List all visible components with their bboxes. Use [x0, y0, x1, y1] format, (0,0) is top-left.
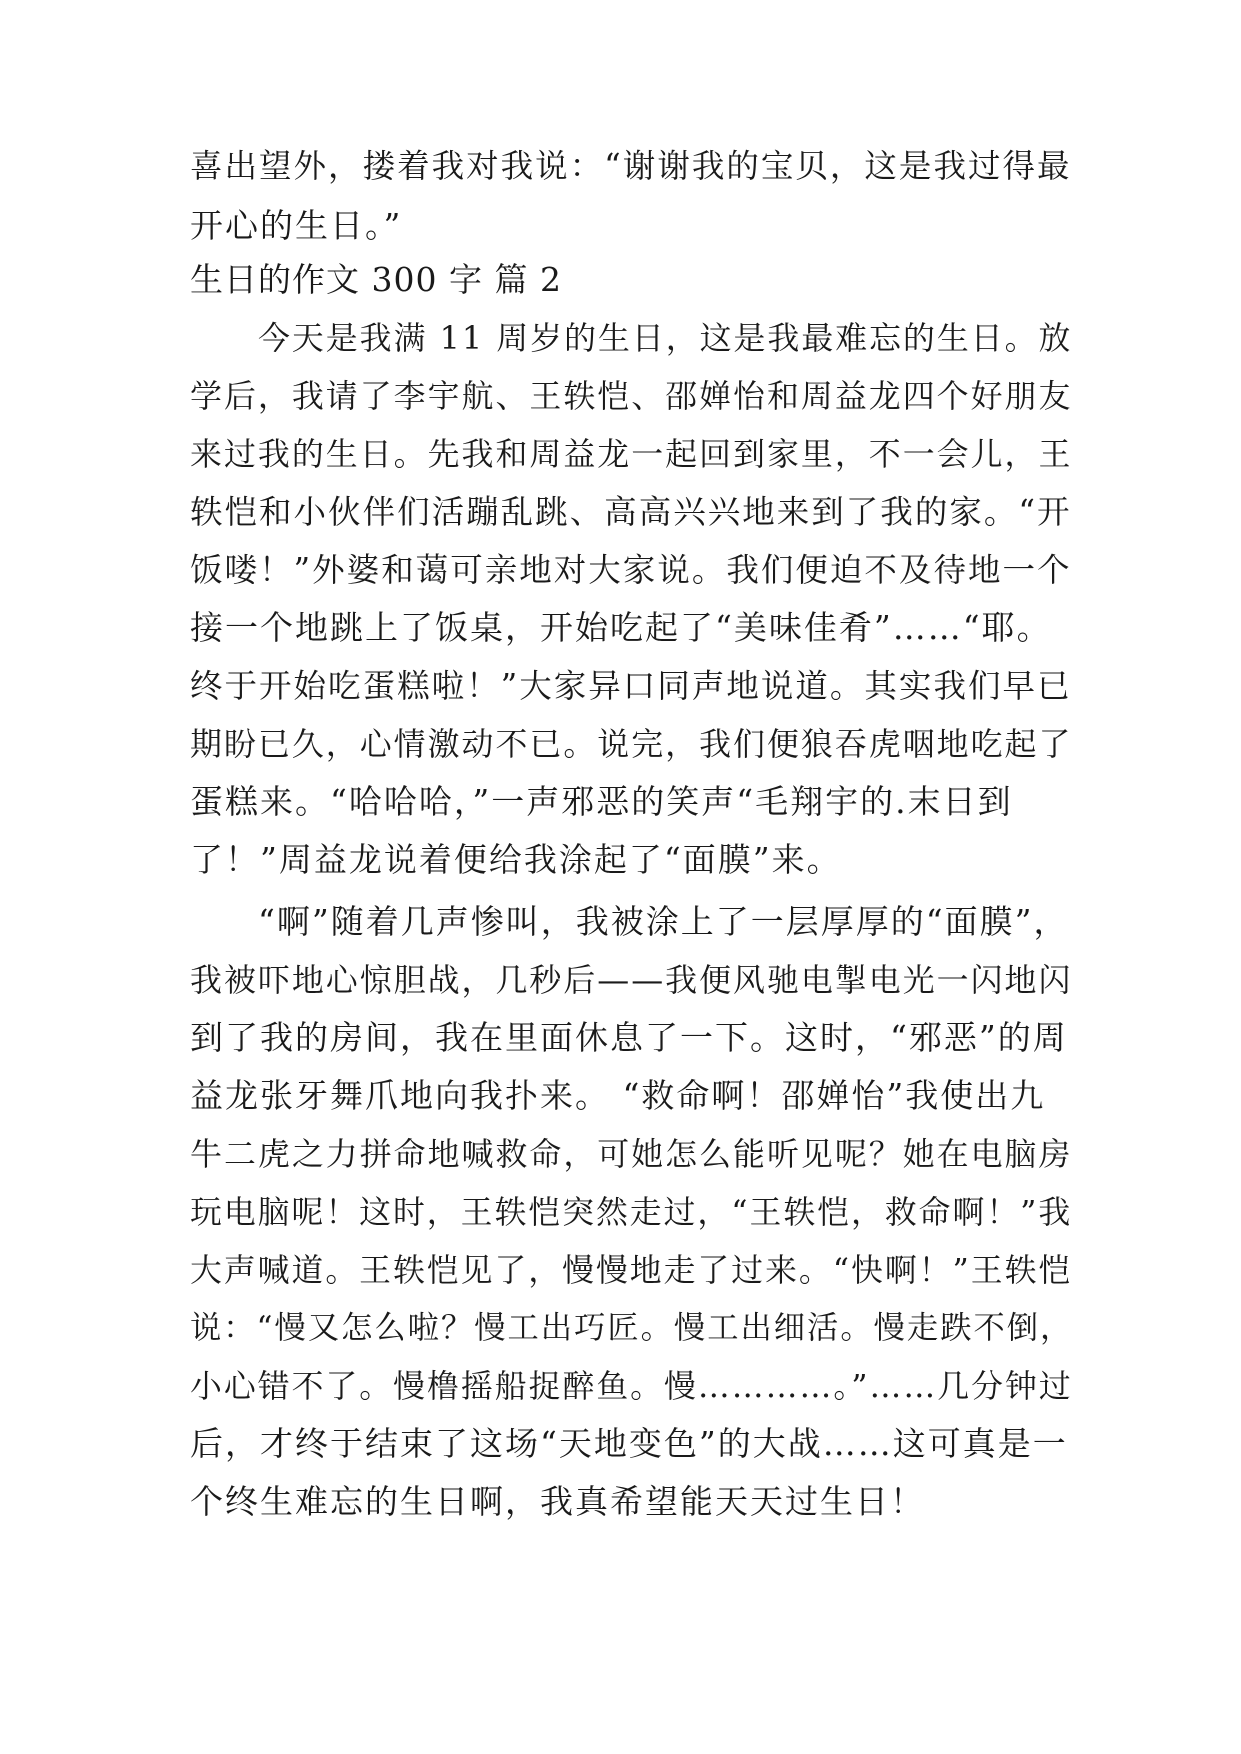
text-line: 小心错不了。慢橹摇船捉醉鱼。慢…………。”……几分钟过 — [190, 1367, 1073, 1405]
text-line: 说：“慢又怎么啦？慢工出巧匠。慢工出细活。慢走跌不倒， — [190, 1310, 1074, 1346]
text-line: 终于开始吃蛋糕啦！”大家异口同声地说道。其实我们早已 — [190, 667, 1072, 705]
text-line: 开心的生日。” — [190, 206, 403, 245]
text-line: 接一个地跳上了饭桌，开始吃起了“美味佳肴”……“耶。 — [190, 608, 1052, 647]
text-line: 益龙张牙舞爪地向我扑来。 “救命啊！邵婵怡”我使出九 — [190, 1076, 1046, 1115]
section-heading: 生日的作文 300 字 篇 2 — [190, 260, 562, 299]
text-line: 饭喽！”外婆和蔼可亲地对大家说。我们便迫不及待地一个 — [190, 551, 1072, 589]
text-line: 轶恺和小伙伴们活蹦乱跳、高高兴兴地来到了我的家。“开 — [190, 493, 1072, 531]
text-line: 期盼已久，心情激动不已。说完，我们便狼吞虎咽地吃起了 — [190, 725, 1073, 763]
text-line: 蛋糕来。“哈哈哈，”一声邪恶的笑声“毛翔宇的.末日到 — [190, 782, 1013, 821]
text-line: 玩电脑呢！这时，王轶恺突然走过，“王轶恺，救命啊！”我 — [190, 1193, 1073, 1231]
text-line: 到了我的房间，我在里面休息了一下。这时，“邪恶”的周 — [190, 1018, 1068, 1057]
text-line: 喜出望外，搂着我对我说：“谢谢我的宝贝，这是我过得最 — [190, 147, 1072, 185]
text-line: 牛二虎之力拼命地喊救命，可她怎么能听见呢？她在电脑房 — [190, 1135, 1073, 1173]
text-line: 我被吓地心惊胆战，几秒后——我便风驰电掣电光一闪地闪 — [190, 961, 1073, 999]
text-line: 个终生难忘的生日啊，我真希望能天天过生日！ — [190, 1482, 925, 1521]
text-line: 后，才终于结束了这场“天地变色”的大战……这可真是一 — [190, 1424, 1068, 1463]
text-line: 学后，我请了李宇航、王轶恺、邵婵怡和周益龙四个好朋友 — [190, 377, 1073, 415]
paragraph-first-line: 今天是我满 11 周岁的生日，这是我最难忘的生日。放 — [258, 319, 1073, 357]
paragraph-first-line: “啊”随着几声惨叫，我被涂上了一层厚厚的“面膜”， — [258, 902, 1069, 941]
text-line: 来过我的生日。先我和周益龙一起回到家里，不一会儿，王 — [190, 435, 1073, 473]
text-line: 大声喊道。王轶恺见了，慢慢地走了过来。“快啊！”王轶恺 — [190, 1251, 1073, 1289]
text-line: 了！”周益龙说着便给我涂起了“面膜”来。 — [190, 840, 842, 879]
